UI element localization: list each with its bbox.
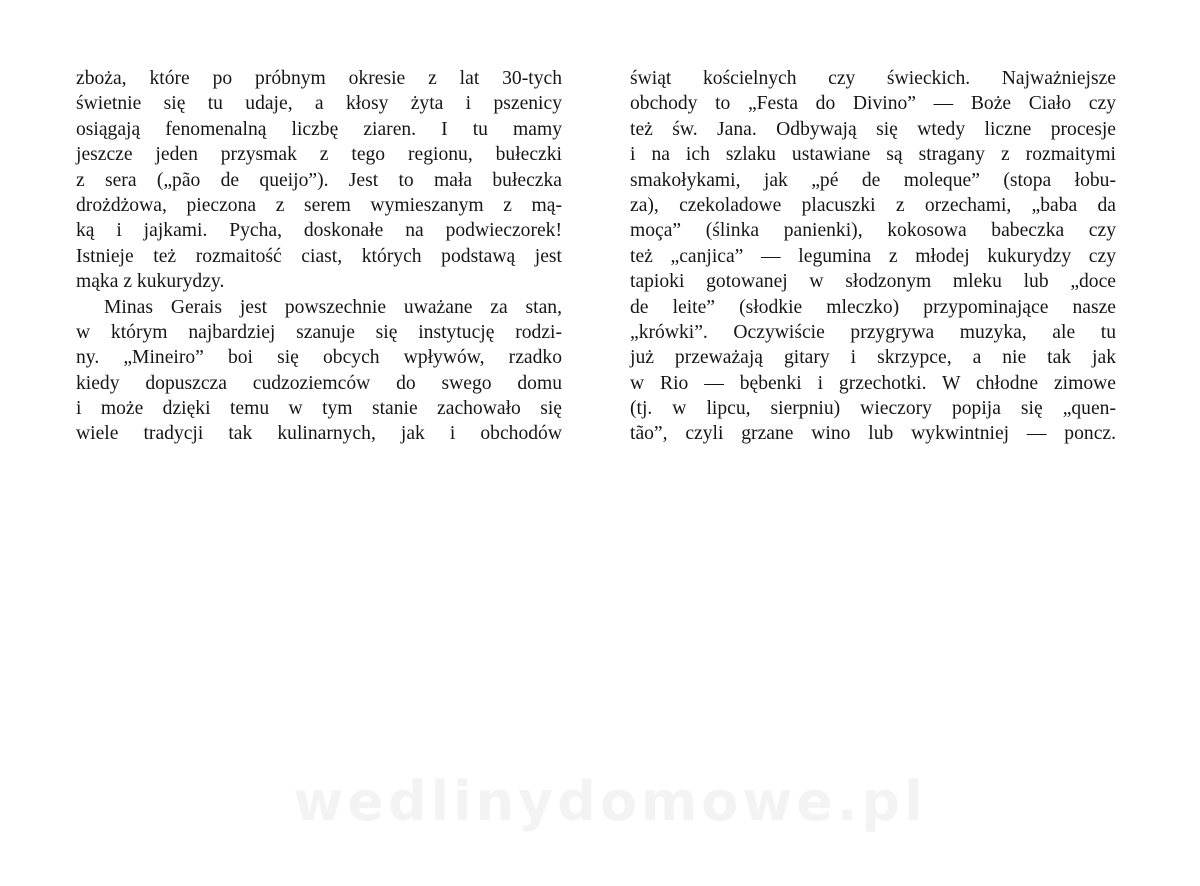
text-line: de leite” (słodkie mleczko) przypominające nasze (630, 296, 1116, 318)
text-column-right (630, 66, 1116, 447)
text-line: w Rio — bębenki i grzechotki. W chłodne zimowe (630, 372, 1116, 394)
text-line: tapioki gotowanej w słodzonym mleku lub „doce (630, 271, 1116, 293)
text-line: ką i jajkami. Pycha, doskonałe na podwieczorek! (76, 220, 562, 242)
text-line: świąt kościelnych czy świeckich. Najważniejsze (630, 68, 1116, 89)
text-column-left (76, 66, 562, 447)
text-line: Istnieje też rozmaitość ciast, których podstawą jest (76, 245, 562, 267)
text-line: i na ich szlaku ustawiane są stragany z rozmaitymi (630, 144, 1116, 166)
text-line: ny. „Mineiro” boi się obcych wpływów, rzadko (76, 347, 562, 369)
text-line: (tj. w lipcu, sierpniu) wieczory popija się „quen- (630, 398, 1116, 420)
text-line: zboża, które po próbnym okresie z lat 30-tych (76, 68, 562, 89)
text-line: wiele tradycji tak kulinarnych, jak i obchodów (76, 423, 562, 445)
text-line: już przeważają gitary i skrzypce, a nie tak jak (630, 347, 1116, 369)
text-line: też „canjica” — legumina z młodej kukurydzy czy (630, 245, 1116, 267)
text-line: „krówki”. Oczywiście przygrywa muzyka, ale tu (630, 321, 1116, 343)
text-line: też św. Jana. Odbywają się wtedy liczne procesje (630, 118, 1116, 140)
text-line: w którym najbardziej szanuje się instytucję rodzi- (76, 321, 562, 343)
text-line: świetnie się tu udaje, a kłosy żyta i pszenicy (76, 93, 562, 115)
text-line: obchody to „Festa do Divino” — Boże Ciało czy (630, 93, 1116, 115)
text-line: tão”, czyli grzane wino lub wykwintniej — poncz. (630, 423, 1116, 445)
text-line: drożdżowa, pieczona z serem wymieszanym z mą- (76, 194, 562, 216)
text-line: kiedy dopuszcza cudzoziemców do swego domu (76, 372, 562, 394)
text-line: osiągają fenomenalną liczbę ziaren. I tu mamy (76, 118, 562, 140)
text-line: mąka z kukurydzy. (76, 271, 225, 293)
text-line: Minas Gerais jest powszechnie uważane za stan, (104, 296, 562, 318)
text-line: i może dzięki temu w tym stanie zachowało się (76, 398, 562, 420)
text-line: z sera („pão de queijo”). Jest to mała bułeczka (76, 169, 562, 191)
text-line: smakołykami, jak „pé de moleque” (stopa łobu- (630, 169, 1116, 191)
watermark: wedlinydomowe.pl (293, 770, 927, 833)
text-line: za), czekoladowe placuszki z orzechami, „baba da (630, 194, 1116, 216)
text-line: jeszcze jeden przysmak z tego regionu, bułeczki (76, 144, 562, 166)
text-line: moça” (ślinka panienki), kokosowa babeczka czy (630, 220, 1116, 242)
